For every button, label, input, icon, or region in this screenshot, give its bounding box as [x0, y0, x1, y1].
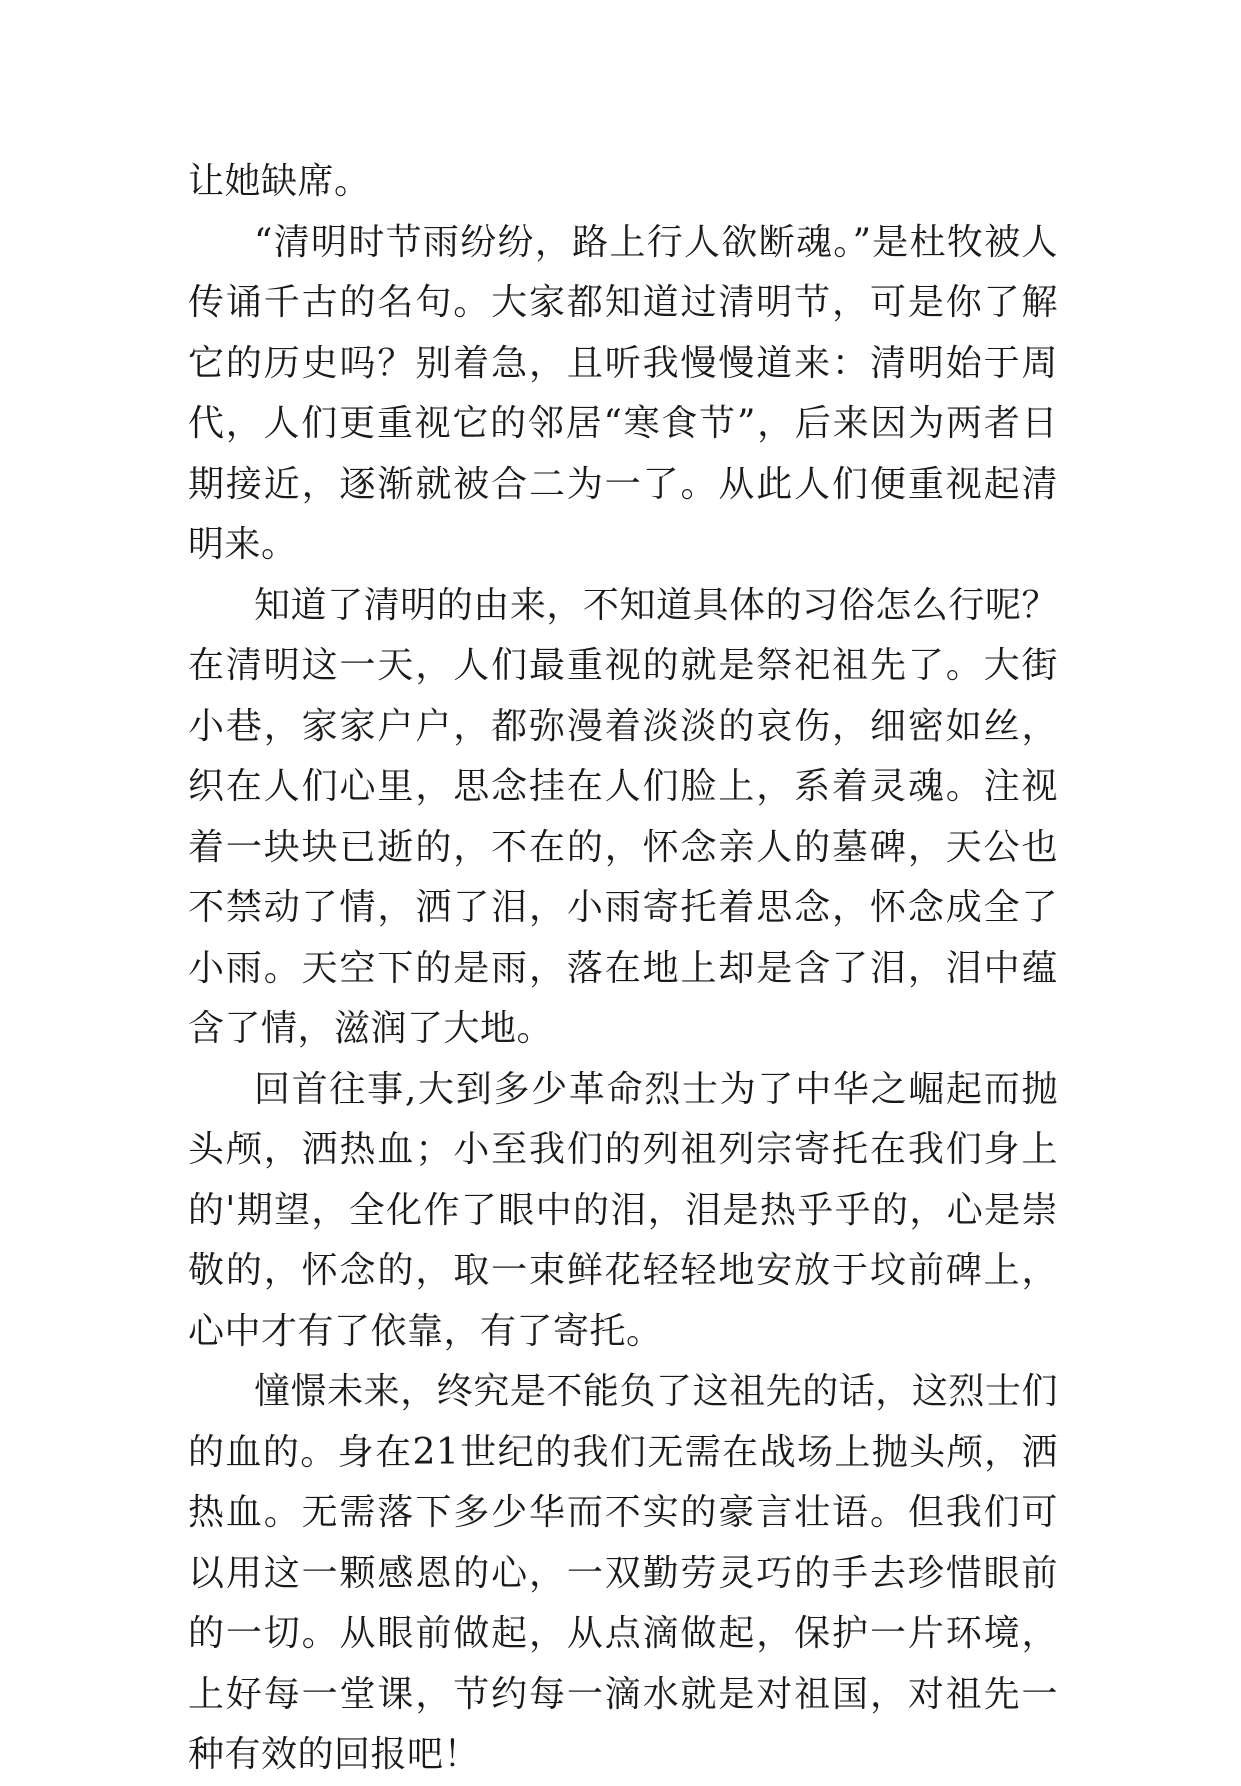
essay-body — [188, 152, 1058, 1786]
paragraph-2: “清明时节雨纷纷，路上行人欲断魂。”是杜牧被人传诵千古的名句。大家都知道过清明节，可是你了解它的历史吗？别着急，且听我慢慢道来：清明始于周代，人们更重视它的邻居“寒食节”，后来因为两者日期接近，逐渐就被合二为一了。从此人们便重视起清明来。 — [188, 221, 1058, 565]
paragraph-4: 回首往事,大到多少革命烈士为了中华之崛起而抛头颅，洒热血；小至我们的列祖列宗寄托在我们身上的'期望，全化作了眼中的泪，泪是热乎乎的，心是崇敬的，怀念的，取一束鲜花轻轻地安放于坟前碑上，心中才有了依靠，有了寄托。 — [188, 1068, 1058, 1352]
paragraph-1: 让她缺席。 — [188, 161, 371, 202]
paragraph-3: 知道了清明的由来，不知道具体的习俗怎么行呢？在清明这一天，人们最重视的就是祭祀祖先了。大街小巷，家家户户，都弥漫着淡淡的哀伤，细密如丝，织在人们心里，思念挂在人们脸上，系着灵魂。注视着一块块已逝的，不在的，怀念亲人的墓碑，天公也不禁动了情，洒了泪，小雨寄托着思念，怀念成全了小雨。天空下的是雨，落在地上却是含了泪，泪中蕴含了情，滋润了大地。 — [188, 584, 1058, 1049]
paragraph-5: 憧憬未来，终究是不能负了这祖先的话，这烈士们的血的。身在21世纪的我们无需在战场上抛头颅，洒热血。无需落下多少华而不实的豪言壮语。但我们可以用这一颗感恩的心，一双勤劳灵巧的手去珍惜眼前的一切。从眼前做起，从点滴做起，保护一片环境，上好每一堂课，节约每一滴水就是对祖国，对祖先一种有效的回报吧！ — [188, 1371, 1058, 1775]
